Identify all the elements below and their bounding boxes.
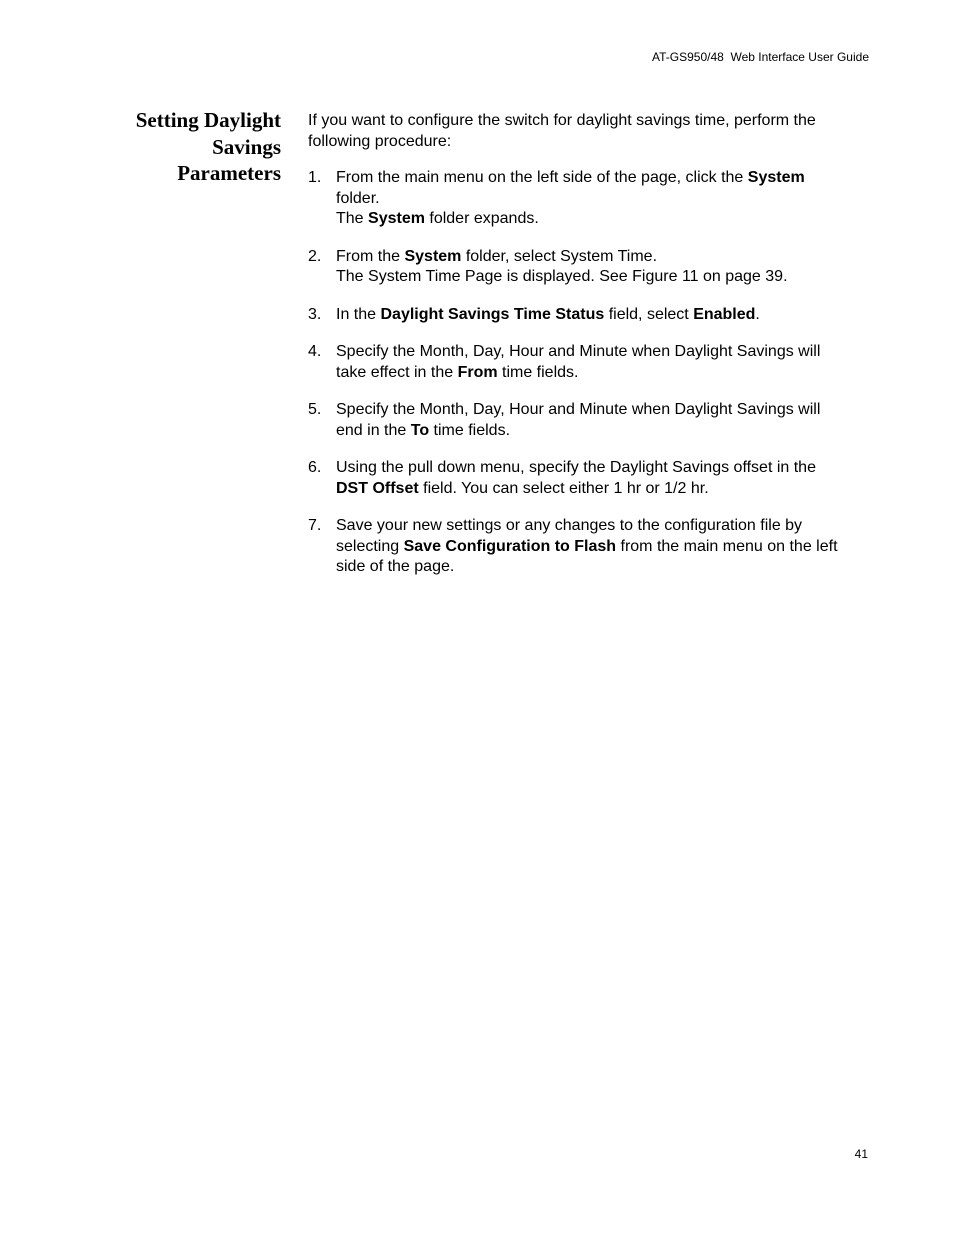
ui-term: System <box>747 169 805 186</box>
section-heading-line: Parameters <box>177 161 281 185</box>
ui-term: Enabled <box>693 305 756 323</box>
ui-term: Daylight Savings Time Status <box>380 305 605 323</box>
intro-line: following procedure: <box>308 132 452 150</box>
step-line: From the System folder, select System Time. <box>336 247 658 265</box>
step-line: take effect in the From time fields. <box>336 363 579 381</box>
ui-term: System <box>368 210 425 227</box>
page-number: 41 <box>854 1147 868 1161</box>
step-line: Specify the Month, Day, Hour and Minute when Daylight Savings will <box>336 343 821 360</box>
step-number: 1. <box>308 169 322 186</box>
step-result: The System Time Page is displayed. See Figure 11 on page 39. <box>336 268 788 285</box>
running-header: AT-GS950/48 Web Interface User Guide <box>652 50 869 64</box>
step-line: Using the pull down menu, specify the Daylight Savings offset in the <box>336 459 816 476</box>
ui-term: System <box>404 247 462 265</box>
section-heading-line: Savings <box>212 134 281 159</box>
ui-term: To <box>410 421 430 439</box>
step-item <box>308 342 873 383</box>
step-item <box>308 458 873 499</box>
step-result: The System folder expands. <box>336 210 539 227</box>
ui-term: From <box>457 363 498 381</box>
procedure-steps <box>308 168 873 578</box>
step-item <box>308 168 873 230</box>
section-heading <box>81 107 281 187</box>
step-number: 2. <box>308 247 322 265</box>
step-line: DST Offset field. You can select either 1 hr or 1/2 hr. <box>336 479 709 497</box>
step-item <box>308 305 873 326</box>
step-line: Save your new settings or any changes to the configuration file by <box>336 517 803 534</box>
step-number: 4. <box>308 343 322 360</box>
ui-term: DST Offset <box>336 479 419 497</box>
step-number: 3. <box>308 305 322 323</box>
ui-term: Save Configuration to Flash <box>403 537 617 555</box>
step-number: 6. <box>308 459 322 476</box>
step-line: Specify the Month, Day, Hour and Minute when Daylight Savings will <box>336 401 821 418</box>
section-heading-line: Setting Daylight <box>135 108 281 132</box>
step-number: 7. <box>308 517 322 534</box>
step-line: In the Daylight Savings Time Status field, select Enabled. <box>336 305 760 323</box>
step-number: 5. <box>308 401 322 418</box>
step-line: end in the To time fields. <box>336 421 511 439</box>
step-line: folder. <box>336 189 380 207</box>
step-item <box>308 516 873 578</box>
intro-paragraph <box>308 111 873 152</box>
step-item <box>308 400 873 441</box>
section-body <box>308 111 873 595</box>
intro-line: If you want to configure the switch for daylight savings time, perform the <box>308 112 816 129</box>
step-line: side of the page. <box>336 558 455 575</box>
step-line: From the main menu on the left side of the page, click the System <box>336 169 805 186</box>
step-line: selecting Save Configuration to Flash from the main menu on the left <box>336 537 838 555</box>
step-item <box>308 247 873 288</box>
